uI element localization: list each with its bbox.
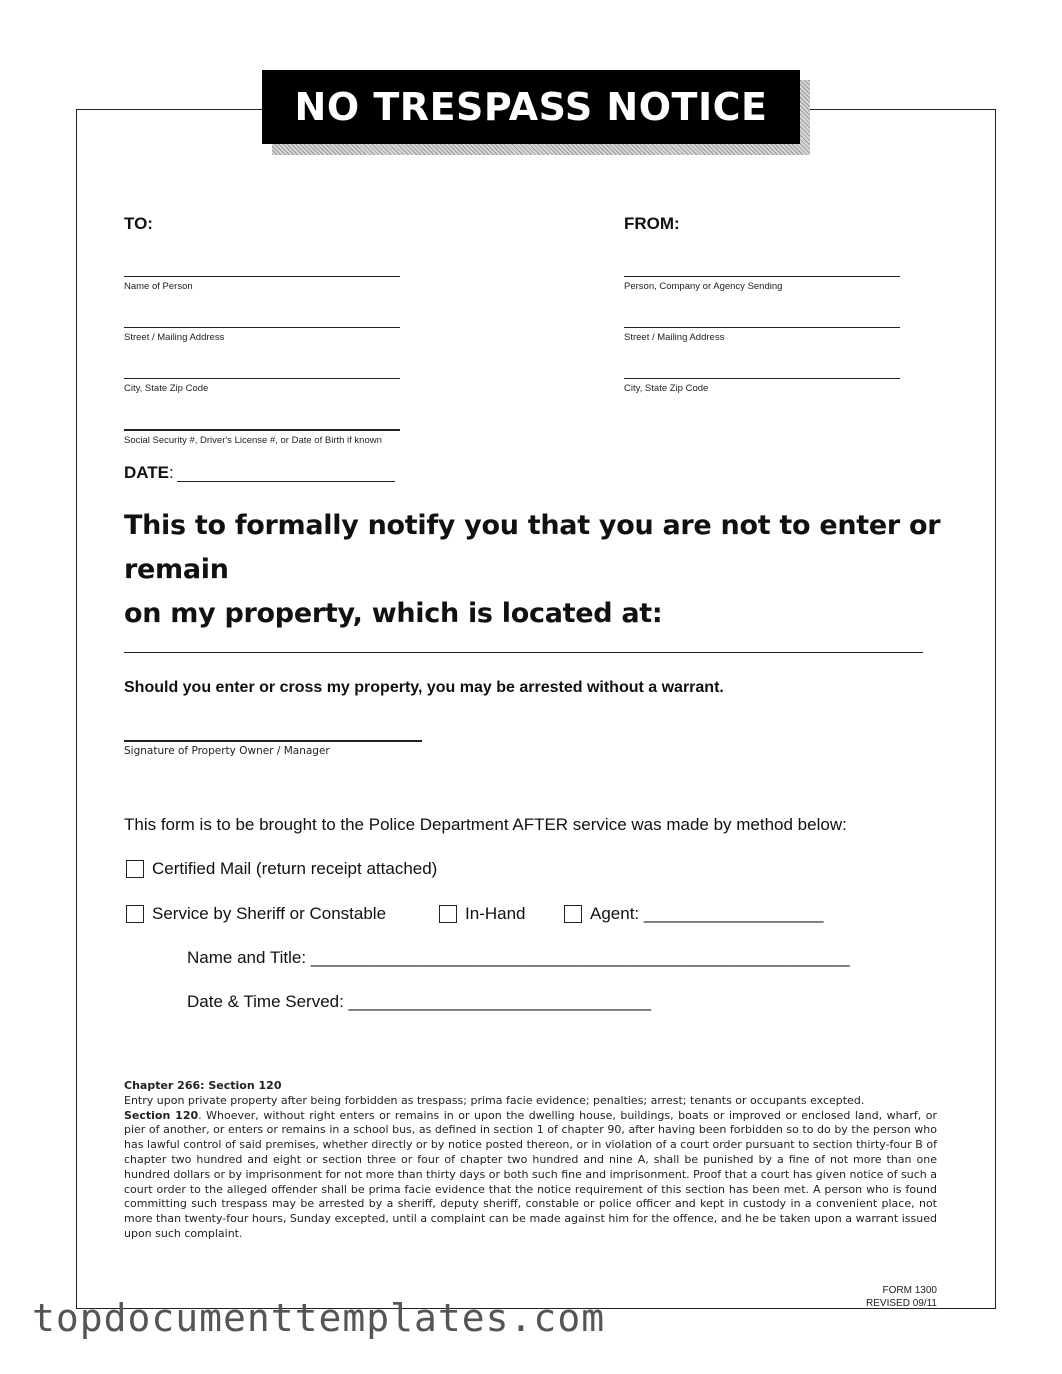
- to-name-line[interactable]: [124, 276, 400, 277]
- certified-mail-checkbox[interactable]: [126, 860, 144, 878]
- to-id-caption: Social Security #, Driver's License #, or Date of Birth if known: [124, 435, 382, 446]
- notice-line-2: on my property, which is located at:: [124, 598, 663, 629]
- legal-section-label: Section 120: [124, 1108, 199, 1122]
- warning-text: Should you enter or cross my property, you may be arrested without a warrant.: [124, 679, 724, 696]
- revised-date: REVISED 09/11: [866, 1298, 937, 1309]
- sheriff-checkbox[interactable]: [126, 905, 144, 923]
- legal-summary: Entry upon private property after being forbidden as trespass; prima facie evidence; penalties; arrest; tenants or occupants excepted.: [124, 1093, 865, 1107]
- sheriff-label: Service by Sheriff or Constable: [152, 904, 387, 923]
- to-name-caption: Name of Person: [124, 281, 193, 292]
- watermark: topdocumenttemplates.com: [32, 1296, 606, 1340]
- from-sender-caption: Person, Company or Agency Sending: [624, 281, 783, 292]
- signature-line[interactable]: [124, 740, 422, 742]
- signature-caption: Signature of Property Owner / Manager: [124, 745, 330, 757]
- legal-section: [124, 1109, 937, 1242]
- from-label: FROM:: [624, 214, 680, 233]
- from-city-line[interactable]: [624, 378, 900, 379]
- to-address-line[interactable]: [124, 327, 400, 328]
- legal-section-text: . Whoever, without right enters or remains in or upon the dwelling house, buildings, boats or improved or enclosed land, wharf, or pier of another, or enters or remains in a school bus, as defined in section 1 of chapter 90, after having been forbidden so to do by the person who has lawful control of said premises, whether directly or by notice posted thereon, or in violation of a court order pursuant to section thirty-four B of chapter two hundred and eight or section three or four of chapter two hundred and nine A, shall be punished by a fine of not more than one hundred dollars or by imprisonment for not more than thirty days or both such fine and imprisonment. Proof that a court has given notice of such a court order to the alleged offender shall be prima facie evidence that the notice requirement of this section has been met. A person who is found committing such trespass may be arrested by a sheriff, deputy sheriff, constable or police officer and kept in custody in a convenient place, not more than twenty-four hours, Sunday excepted, until a complaint can be made against him for the offence, and he be taken upon a warrant issued upon such complaint.: [124, 1108, 937, 1240]
- date-label-text: DATE: [124, 463, 170, 482]
- certified-mail-label: Certified Mail (return receipt attached): [152, 859, 438, 878]
- date-time-served-field[interactable]: Date & Time Served: ________________________________: [187, 992, 652, 1011]
- name-title-field[interactable]: Name and Title: _________________________________________________________: [187, 948, 850, 967]
- date-line[interactable]: [177, 481, 395, 482]
- service-intro: This form is to be brought to the Police Department AFTER service was made by method below:: [124, 815, 847, 834]
- property-location-line[interactable]: [124, 652, 923, 653]
- to-id-line[interactable]: [124, 429, 400, 431]
- page-title: NO TRESPASS NOTICE: [262, 70, 800, 144]
- agent-label[interactable]: Agent: ___________________: [590, 904, 824, 923]
- agent-checkbox[interactable]: [564, 905, 582, 923]
- from-sender-line[interactable]: [624, 276, 900, 277]
- to-city-caption: City, State Zip Code: [124, 383, 209, 394]
- form-number: FORM 1300: [882, 1285, 937, 1296]
- legal-text: [124, 1079, 937, 1242]
- from-city-caption: City, State Zip Code: [624, 383, 709, 394]
- notice-statement: [124, 504, 954, 636]
- notice-line-1: This to formally notify you that you are not to enter or remain: [124, 510, 941, 585]
- to-label: TO:: [124, 214, 153, 233]
- to-address-caption: Street / Mailing Address: [124, 332, 225, 343]
- to-city-line[interactable]: [124, 378, 400, 379]
- in-hand-label: In-Hand: [465, 904, 526, 923]
- in-hand-checkbox[interactable]: [439, 905, 457, 923]
- legal-chapter: Chapter 266: Section 120: [124, 1079, 282, 1092]
- date-label: DATE:: [124, 463, 174, 482]
- from-address-line[interactable]: [624, 327, 900, 328]
- from-address-caption: Street / Mailing Address: [624, 332, 725, 343]
